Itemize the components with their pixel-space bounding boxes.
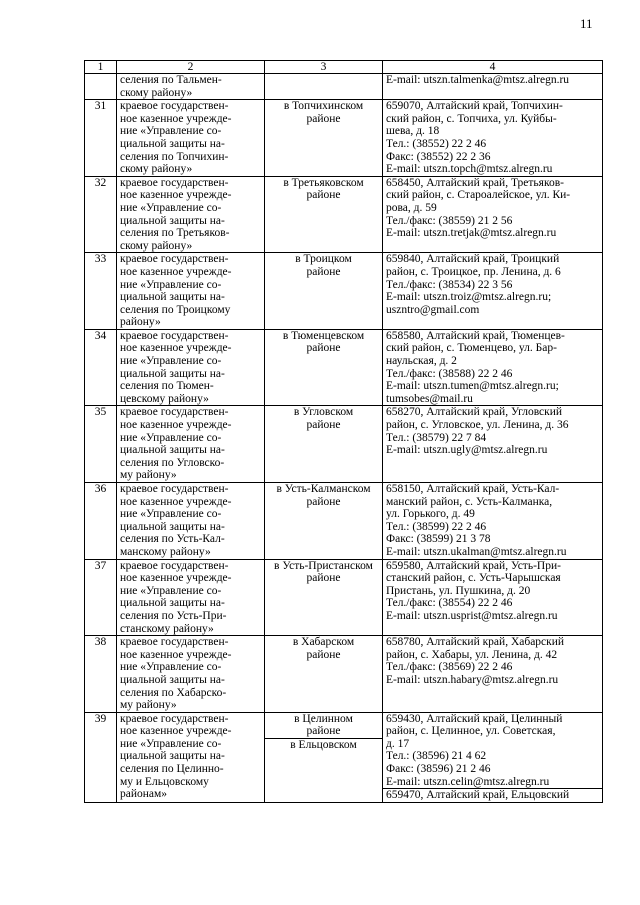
contact-line: шева, д. 18 [386, 125, 440, 138]
org-line: циальной защиты на- [120, 444, 225, 457]
contact-line: Факс: (38599) 21 3 78 [386, 533, 491, 546]
page-number: 11 [580, 16, 593, 31]
org-line: ние «Управление со- [120, 201, 222, 214]
district-cell [265, 100, 383, 177]
district-line: районе [306, 495, 341, 508]
district-line: в Хабарском [292, 636, 355, 649]
district-line: в Третьяковском [283, 176, 364, 189]
org-line: му району» [120, 469, 177, 482]
district-line: в Усть-Пристанском [274, 559, 373, 572]
contact-line: наульская, д. 2 [386, 355, 457, 368]
org-line: ние «Управление со- [120, 661, 222, 674]
org-line: ние «Управление со- [120, 278, 222, 291]
contact-line: Тел./факс: (38554) 22 2 46 [386, 597, 513, 610]
contact-line: Тел.: (38599) 22 2 46 [386, 520, 487, 533]
org-line: ние «Управление со- [120, 355, 222, 368]
contact-line: 658580, Алтайский край, Тюменцев- [386, 329, 565, 342]
contact-cell [383, 329, 603, 406]
continuation-row [85, 74, 603, 100]
contact-line: д. 17 [386, 737, 410, 750]
contact-line: uszntro@gmail.com [386, 303, 480, 316]
org-line: станскому району» [120, 622, 214, 635]
org-line: селения по Третьяков- [120, 227, 230, 240]
org-line: циальной защиты на- [120, 291, 225, 304]
table-header-row [85, 61, 603, 74]
contact-line: E-mail: utszn.troiz@mtsz.alregn.ru; [386, 291, 552, 304]
district-cell [265, 406, 383, 483]
table-row [85, 100, 603, 177]
district-line: в Угловском [293, 406, 354, 419]
table-row [85, 559, 603, 636]
district-cell [265, 712, 383, 802]
org-line: селения по Угловско- [120, 456, 225, 469]
contact-line: Тел.: (38552) 22 2 46 [386, 137, 487, 150]
org-line: краевое государствен- [120, 253, 229, 266]
org-line: краевое государствен- [120, 406, 229, 419]
table-body [85, 61, 603, 803]
contact-line: 659580, Алтайский край, Усть-При- [386, 559, 561, 572]
contact-line: E-mail: utszn.topch@mtsz.alregn.ru [386, 163, 553, 176]
contact-line: 659070, Алтайский край, Топчихин- [386, 100, 563, 113]
sub-contact-line: 659470, Алтайский край, Ельцовский [383, 788, 602, 802]
org-line: селения по Целинно- [120, 763, 224, 776]
district-cell [265, 636, 383, 713]
district-line: районе [306, 572, 341, 585]
contact-line: 658450, Алтайский край, Третьяков- [386, 176, 564, 189]
org-line: ное казенное учрежде- [120, 189, 232, 202]
org-line: ное казенное учрежде- [120, 725, 232, 738]
org-line: му району» [120, 699, 177, 712]
contact-line: E-mail: utszn.ukalman@mtsz.alregn.ru [386, 545, 567, 558]
table-row [85, 406, 603, 483]
table-row [85, 253, 603, 330]
org-line: скому району» [120, 86, 193, 99]
org-name-cell [117, 100, 265, 177]
contact-line: Тел./факс: (38588) 22 2 46 [386, 367, 513, 380]
org-line: селения по Топчихин- [120, 150, 229, 163]
sub-district-line: в Ельцовском [265, 738, 382, 752]
district-cell [265, 74, 383, 100]
contact-line: Тел./факс: (38559) 21 2 56 [386, 214, 513, 227]
contact-line: район, с. Угловское, ул. Ленина, д. 36 [386, 419, 569, 432]
contact-line: E-mail: utszn.celin@mtsz.alregn.ru [386, 775, 550, 788]
table-row [85, 176, 603, 253]
contact-line: Пристань, ул. Пушкина, д. 20 [386, 584, 531, 597]
contact-line: 658150, Алтайский край, Усть-Кал- [386, 483, 560, 495]
district-line: районе [306, 725, 341, 738]
org-line: селения по Тальмен- [120, 74, 222, 86]
district-line: районе [306, 112, 341, 125]
contact-line: рова, д. 59 [386, 201, 437, 214]
org-line: манскому району» [120, 545, 211, 558]
contact-cell [383, 176, 603, 253]
org-line: краевое государствен- [120, 483, 229, 495]
contact-line: 658780, Алтайский край, Хабарский [386, 636, 565, 649]
contact-cell [383, 253, 603, 330]
org-line: краевое государствен- [120, 100, 229, 113]
row-number-cell: 38 [85, 636, 117, 713]
org-name-cell [117, 329, 265, 406]
contact-cell [383, 636, 603, 713]
contact-line: ул. Горького, д. 49 [386, 508, 475, 521]
district-cell [265, 253, 383, 330]
row-number-cell: 37 [85, 559, 117, 636]
org-line: краевое государствен- [120, 712, 229, 725]
header-col-2: 2 [117, 61, 265, 74]
table-row [85, 483, 603, 560]
org-line: ние «Управление со- [120, 737, 222, 750]
header-col-4: 4 [383, 61, 603, 74]
header-col-1: 1 [85, 61, 117, 74]
org-line: ное казенное учрежде- [120, 112, 232, 125]
row-number-cell: 31 [85, 100, 117, 177]
org-line: циальной защиты на- [120, 214, 225, 227]
org-line: скому району» [120, 163, 193, 176]
org-line: скому району» [120, 239, 193, 252]
contact-cell [383, 74, 603, 100]
org-line: циальной защиты на- [120, 367, 225, 380]
org-line: циальной защиты на- [120, 520, 225, 533]
org-line: ное казенное учрежде- [120, 419, 232, 432]
row-number-cell: 35 [85, 406, 117, 483]
org-name-cell [117, 559, 265, 636]
contact-line: Факс: (38552) 22 2 36 [386, 150, 491, 163]
org-name-cell [117, 253, 265, 330]
table-row [85, 712, 603, 802]
org-line: ное казенное учрежде- [120, 572, 232, 585]
org-line: ное казенное учрежде- [120, 342, 232, 355]
district-line: в Целинном [294, 712, 353, 725]
contact-line: Тел.: (38579) 22 7 84 [386, 431, 487, 444]
contact-line: район, с. Хабары, ул. Ленина, д. 42 [386, 648, 558, 661]
org-line: циальной защиты на- [120, 597, 225, 610]
org-line: му и Ельцовскому [120, 775, 209, 788]
org-line: ние «Управление со- [120, 431, 222, 444]
org-name-cell [117, 483, 265, 560]
row-number-cell: 39 [85, 712, 117, 802]
district-line: районе [306, 648, 341, 661]
org-name-cell [117, 74, 265, 100]
org-line: циальной защиты на- [120, 137, 225, 150]
contact-cell [383, 406, 603, 483]
org-line: ние «Управление со- [120, 508, 222, 521]
contact-cell [383, 100, 603, 177]
district-cell [265, 329, 383, 406]
district-cell [265, 176, 383, 253]
org-line: районам» [120, 788, 168, 801]
district-line: в Усть-Калманском [276, 483, 371, 495]
org-line: ние «Управление со- [120, 584, 222, 597]
org-name-cell [117, 176, 265, 253]
org-name-cell [117, 636, 265, 713]
org-name-cell [117, 406, 265, 483]
contact-line: Факс: (38596) 21 2 46 [386, 763, 491, 776]
row-number-cell: 34 [85, 329, 117, 406]
contact-line: 658270, Алтайский край, Угловский [386, 406, 563, 419]
contact-line: tumsobes@mail.ru [386, 392, 473, 405]
district-line: районе [306, 189, 341, 202]
row-number-cell: 33 [85, 253, 117, 330]
contact-cell [383, 483, 603, 560]
contact-line: E-mail: utszn.tumen@mtsz.alregn.ru; [386, 380, 559, 393]
contact-line: E-mail: utszn.ugly@mtsz.alregn.ru [386, 444, 548, 457]
header-col-3: 3 [265, 61, 383, 74]
contact-line: 659430, Алтайский край, Целинный [386, 712, 563, 725]
contact-line: E-mail: utszn.tretjak@mtsz.alregn.ru [386, 227, 557, 240]
org-line: циальной защиты на- [120, 673, 225, 686]
contact-line: ский район, с. Староалейское, ул. Ки- [386, 189, 571, 202]
org-line: ное казенное учрежде- [120, 265, 232, 278]
org-line: краевое государствен- [120, 176, 229, 189]
table-row [85, 636, 603, 713]
contact-line: E-mail: utszn.talmenka@mtsz.alregn.ru [386, 74, 570, 86]
contact-line: ский район, с. Топчиха, ул. Куйбы- [386, 112, 557, 125]
contact-line: E-mail: utszn.usprist@mtsz.alregn.ru [386, 609, 558, 622]
institutions-table [84, 60, 603, 803]
contact-line: E-mail: utszn.habary@mtsz.alregn.ru [386, 673, 559, 686]
row-number-cell: 32 [85, 176, 117, 253]
contact-cell [383, 712, 603, 802]
table-row [85, 329, 603, 406]
contact-line: 659840, Алтайский край, Троицкий [386, 253, 560, 266]
district-line: районе [306, 342, 341, 355]
org-name-cell [117, 712, 265, 802]
district-line: в Тюменцевском [282, 329, 365, 342]
contact-line: Тел./факс: (38569) 22 2 46 [386, 661, 513, 674]
district-line: районе [306, 419, 341, 432]
org-line: селения по Тюмен- [120, 380, 214, 393]
org-line: району» [120, 316, 161, 329]
org-line: селения по Хабарско- [120, 686, 227, 699]
org-line: циальной защиты на- [120, 750, 225, 763]
district-line: в Троицком [295, 253, 352, 266]
org-line: селения по Троицкому [120, 303, 231, 316]
district-cell [265, 483, 383, 560]
row-number-cell [85, 74, 117, 100]
district-line: районе [306, 265, 341, 278]
org-line: краевое государствен- [120, 636, 229, 649]
org-line: краевое государствен- [120, 329, 229, 342]
contact-line: район, с. Целинное, ул. Советская, [386, 725, 556, 738]
org-line: краевое государствен- [120, 559, 229, 572]
org-line: ние «Управление со- [120, 125, 222, 138]
district-line: в Топчихинском [283, 100, 364, 113]
contact-line: ский район, с. Тюменцево, ул. Бар- [386, 342, 557, 355]
contact-cell [383, 559, 603, 636]
district-cell [265, 559, 383, 636]
contact-line: манский район, с. Усть-Калманка, [386, 495, 553, 508]
org-line: ное казенное учрежде- [120, 495, 232, 508]
org-line: селения по Усть-Кал- [120, 533, 225, 546]
row-number-cell: 36 [85, 483, 117, 560]
org-line: селения по Усть-При- [120, 609, 227, 622]
contact-line: Тел./факс: (38534) 22 3 56 [386, 278, 513, 291]
contact-line: район, с. Троицкое, пр. Ленина, д. 6 [386, 265, 561, 278]
contact-line: Тел.: (38596) 21 4 62 [386, 750, 487, 763]
contact-line: станский район, с. Усть-Чарышская [386, 572, 561, 585]
org-line: ное казенное учрежде- [120, 648, 232, 661]
org-line: цевскому району» [120, 392, 209, 405]
